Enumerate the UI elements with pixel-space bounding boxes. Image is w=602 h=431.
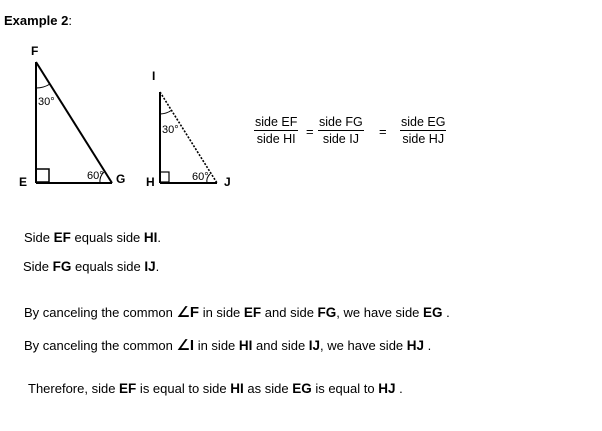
s5-side-ef: EF [119, 381, 137, 396]
angle-label-f: 30° [38, 96, 55, 108]
ratio-fraction-2 [318, 115, 364, 146]
triangle-efg [19, 44, 125, 189]
angle-arc-i [160, 110, 172, 114]
vertex-h: H [146, 175, 155, 189]
fraction-3-numerator: side EG [401, 115, 446, 129]
s1-text-c: equals side [70, 230, 144, 245]
s1-side-ef: EF [53, 230, 71, 245]
s4-text-d: and side [252, 338, 309, 353]
fraction-1-denominator: side HI [256, 132, 296, 146]
statement-4 [24, 336, 431, 354]
statement-2 [23, 259, 159, 274]
s5-period: . [395, 381, 403, 396]
s4-text-b: in side [194, 338, 239, 353]
angle-label-g: 60° [87, 170, 104, 182]
vertex-g: G [116, 172, 126, 186]
s3-text-b: in side [199, 305, 244, 320]
s2-side-ij: IJ [144, 259, 156, 274]
s2-period: . [155, 259, 160, 274]
title-text: Example 2 [4, 13, 69, 28]
s3-side-fg: FG [317, 305, 337, 320]
equals-sign-2: = [379, 124, 387, 139]
s1-text-a: Side [24, 230, 54, 245]
s2-text-a: Side [23, 259, 53, 274]
s2-side-fg: FG [52, 259, 72, 274]
vertex-e: E [19, 175, 28, 189]
s5-side-eg: EG [292, 381, 312, 396]
angle-arc-f [36, 84, 50, 88]
angle-label-j: 60° [192, 171, 209, 183]
side-fg [36, 62, 112, 183]
fraction-3-denominator: side HJ [402, 132, 445, 146]
s4-angle-i: ∠I [176, 337, 195, 354]
s3-side-eg: EG [423, 305, 443, 320]
s4-side-hj: HJ [406, 338, 425, 353]
s5-side-hi: HI [230, 381, 244, 396]
s4-side-ij: IJ [308, 338, 321, 353]
s4-side-hi: HI [238, 338, 253, 353]
right-angle-mark-h [160, 172, 169, 182]
angle-label-i: 30° [162, 124, 179, 136]
s2-text-c: equals side [71, 259, 145, 274]
s4-text-f: , we have side [320, 338, 407, 353]
s4-period: . [424, 338, 432, 353]
side-ij [160, 92, 217, 183]
s4-text-a: By canceling the common [24, 338, 177, 353]
equals-sign-1: = [306, 124, 314, 139]
s5-text-g: is equal to [311, 381, 379, 396]
s5-side-hj: HJ [378, 381, 396, 396]
s3-text-f: , we have side [336, 305, 424, 320]
statement-1 [24, 230, 161, 245]
fraction-2-numerator: side FG [319, 115, 363, 129]
vertex-i: I [152, 69, 156, 83]
triangle-hij [146, 69, 231, 189]
s3-text-d: and side [261, 305, 318, 320]
s5-text-a: Therefore, side [28, 381, 120, 396]
s3-period: . [442, 305, 450, 320]
title-colon: : [68, 13, 72, 28]
s1-period: . [157, 230, 162, 245]
fraction-1-numerator: side EF [255, 115, 298, 129]
fraction-2-denominator: side IJ [322, 132, 359, 146]
right-angle-mark-e [36, 169, 49, 182]
s3-angle-f: ∠F [176, 304, 200, 321]
vertex-f: F [31, 44, 39, 58]
ratio-fraction-1 [254, 115, 298, 146]
ratio-fraction-3 [400, 115, 446, 146]
s5-text-c: is equal to side [136, 381, 231, 396]
statement-5 [28, 381, 403, 396]
s3-side-ef: EF [243, 305, 262, 320]
statement-3 [24, 303, 450, 321]
s3-text-a: By canceling the common [24, 305, 177, 320]
s1-side-hi: HI [143, 230, 158, 245]
s5-text-e: as side [243, 381, 293, 396]
vertex-j: J [224, 175, 231, 189]
